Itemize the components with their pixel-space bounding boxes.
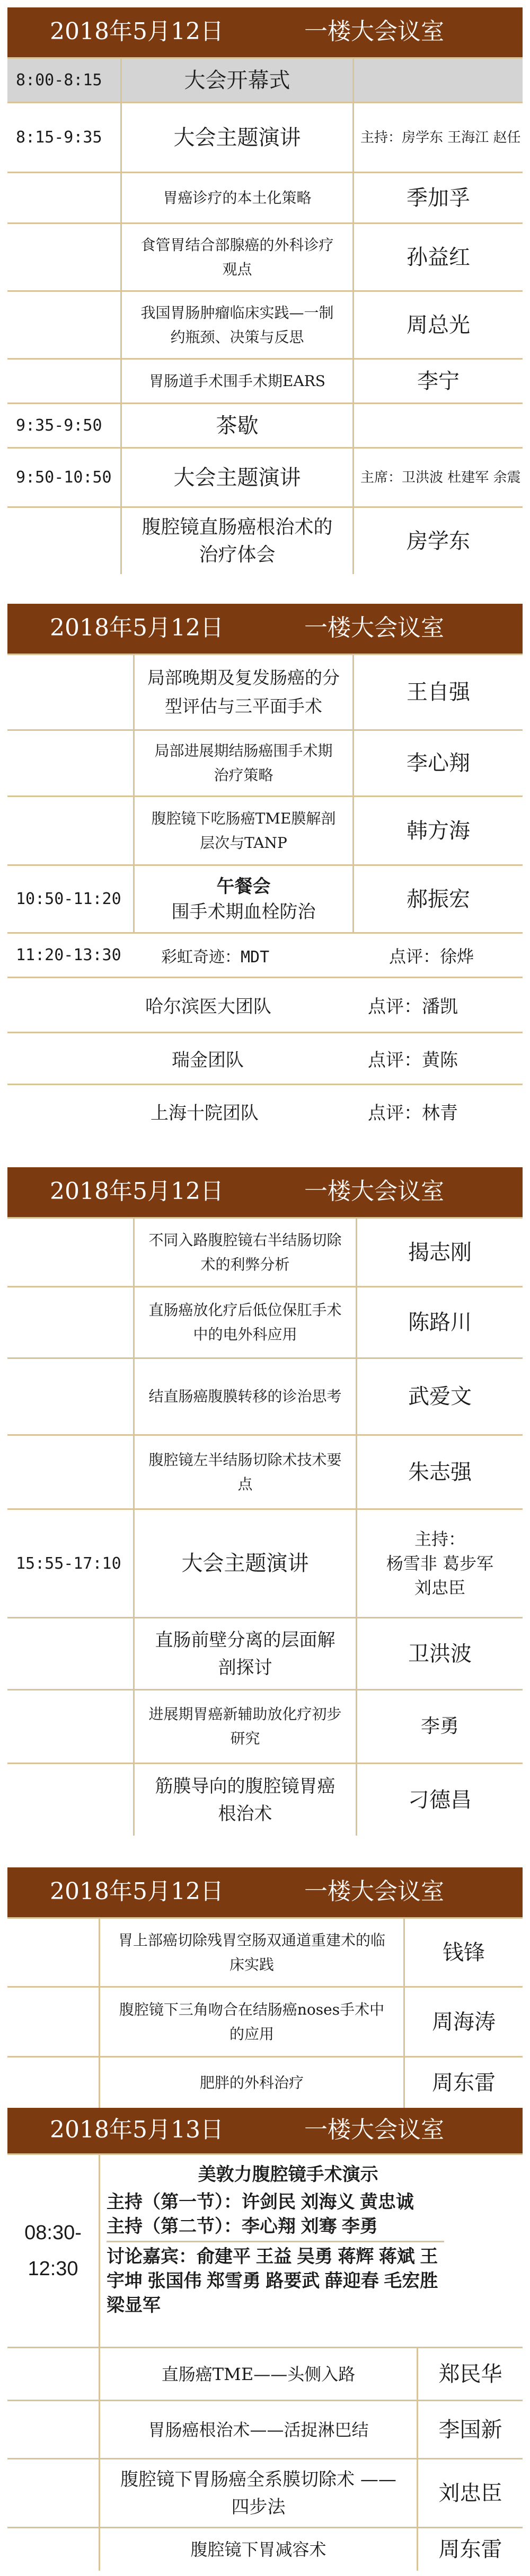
- time-cell: [7, 508, 122, 574]
- time-cell: [7, 360, 122, 402]
- time-cell: [7, 1618, 135, 1689]
- table-row: [7, 1359, 523, 1436]
- table-row: [7, 224, 523, 292]
- time-cell: 10:50-11:20: [7, 866, 135, 932]
- speaker-name: 季加孚: [407, 185, 470, 210]
- session-title: 大会主题演讲: [122, 449, 354, 506]
- host-cell: 主持：房学东 王海江 赵任: [360, 129, 521, 146]
- section-room: 一楼大会议室: [304, 614, 444, 641]
- table-row: [7, 934, 523, 978]
- table-row: [7, 449, 523, 508]
- table-row: [7, 2155, 523, 2348]
- talk-title: 局部进展期结肠癌围手术期治疗策略: [135, 731, 354, 795]
- time-start: 08:30-: [24, 2222, 82, 2244]
- speaker-name: 韩方海: [407, 818, 470, 843]
- talk-title: 筋膜导向的腹腔镜胃癌根治术: [135, 1764, 357, 1836]
- table-row: [7, 655, 523, 731]
- speaker-name: 周总光: [407, 312, 470, 337]
- time-cell: 8:00-8:15: [7, 59, 122, 102]
- schedule-section-1: [7, 7, 523, 574]
- talk-title: 我国胃肠肿瘤临床实践—一制约瓶颈、决策与反思: [122, 292, 354, 358]
- table-row: [7, 866, 523, 934]
- section-room: 一楼大会议室: [304, 18, 444, 45]
- time-cell: [7, 1359, 135, 1434]
- talk-title: 胃上部癌切除残胃空肠双通道重建术的临床实践: [100, 1919, 405, 1986]
- time-cell: [7, 2459, 100, 2527]
- time-cell: [7, 1219, 135, 1286]
- talk-title: 进展期胃癌新辅助放化疗初步研究: [135, 1690, 357, 1763]
- table-row: [7, 1085, 523, 1138]
- time-cell: 11:20-13:30: [16, 946, 121, 964]
- table-row: [7, 173, 523, 224]
- talk-title: 腹腔镜下吃肠癌TME膜解剖层次与TANP: [135, 797, 354, 864]
- table-row: [7, 797, 523, 866]
- talk-title: 不同入路腹腔镜右半结肠切除术的利弊分析: [135, 1219, 357, 1286]
- time-cell: [7, 2348, 100, 2400]
- session-title: 茶歇: [122, 404, 354, 447]
- time-cell: 8:15-9:35: [7, 103, 122, 172]
- schedule-section-2: [7, 604, 523, 1138]
- schedule-section-5: [7, 2108, 523, 2571]
- speaker-name: 李宁: [417, 369, 460, 393]
- host-label: 主持：: [414, 1529, 465, 1549]
- demo-content: [100, 2155, 438, 2318]
- table-row: [7, 731, 523, 797]
- section-header: [7, 1867, 523, 1919]
- demo-discussants-2: 宇坤 张国伟 郑雪勇 路要武 薛迎春 毛宏胜: [107, 2271, 438, 2291]
- time-cell: 15:55-17:10: [7, 1510, 135, 1617]
- speaker-name: 郝振宏: [407, 887, 470, 911]
- section-room: 一楼大会议室: [304, 2116, 444, 2143]
- demo-discussants: 讨论嘉宾：俞建平 王益 吴勇 蒋辉 蒋斌 王: [107, 2247, 438, 2267]
- time-cell: [7, 655, 135, 729]
- section-date: 2018年5月12日: [50, 18, 224, 45]
- table-row: [7, 360, 523, 404]
- time-end: 12:30: [28, 2258, 78, 2280]
- talk-title: 食管胃结合部腺癌的外科诊疗观点: [122, 224, 354, 290]
- section-header: [7, 604, 523, 655]
- table-row: [7, 978, 523, 1033]
- speaker-name: 刘忠臣: [438, 2481, 502, 2506]
- session-title: 大会开幕式: [122, 59, 354, 102]
- time-cell: [7, 2058, 100, 2108]
- schedule-section-3: [7, 1167, 523, 1836]
- schedule-section-4: [7, 1867, 523, 2108]
- speaker-name: 孙益红: [407, 245, 470, 270]
- reviewer-name: 点评：黄陈: [368, 1050, 458, 1071]
- section-header: [7, 2108, 523, 2155]
- talk-title: 胃癌诊疗的本土化策略: [122, 173, 354, 222]
- table-row: [7, 404, 523, 449]
- session-title: 大会主题演讲: [122, 103, 354, 172]
- talk-title: 直肠癌TME——头侧入路: [100, 2348, 418, 2400]
- demo-host-2: 主持（第二节）：李心翔 刘骞 李勇: [107, 2214, 444, 2242]
- demo-discussants-3: 梁显军: [107, 2295, 161, 2315]
- table-row: [7, 1988, 523, 2058]
- time-cell: [7, 1436, 135, 1508]
- speaker-name: 王自强: [407, 680, 470, 704]
- table-row: [7, 2401, 523, 2459]
- talk-title: 围手术期血栓防治: [171, 901, 316, 923]
- section-room: 一楼大会议室: [304, 1878, 444, 1905]
- section-date: 2018年5月13日: [50, 2116, 224, 2143]
- speaker-name: 钱锋: [443, 1940, 485, 1965]
- table-row: [7, 103, 523, 173]
- time-cell: [7, 797, 135, 864]
- section-date: 2018年5月12日: [50, 1178, 224, 1205]
- speaker-name: 揭志刚: [408, 1240, 472, 1265]
- lunch-cell: [135, 866, 354, 932]
- section-date: 2018年5月12日: [50, 614, 224, 641]
- speaker-name: 武爱文: [408, 1384, 472, 1409]
- time-cell: [7, 292, 122, 358]
- team-name: 上海十院团队: [151, 1103, 259, 1124]
- section-room: 一楼大会议室: [304, 1178, 444, 1205]
- mdt-title: 彩虹奇迹：MDT: [161, 947, 270, 967]
- time-cell: [7, 731, 135, 795]
- talk-title: 腹腔镜左半结肠切除术技术要点: [135, 1436, 357, 1508]
- table-row: [7, 292, 523, 360]
- speaker-name: 卫洪波: [408, 1641, 472, 1666]
- time-cell: [7, 1988, 100, 2056]
- demo-title: 美敦力腹腔镜手术演示: [198, 2164, 378, 2185]
- table-row: [7, 2459, 523, 2528]
- table-row: [7, 1618, 523, 1690]
- host-names: 杨雪非 葛步军: [386, 1553, 494, 1573]
- lunch-title: 午餐会: [216, 875, 271, 897]
- talk-title: 肥胖的外科治疗: [100, 2058, 405, 2108]
- section-header: [7, 7, 523, 59]
- table-row: [7, 1436, 523, 1510]
- speaker-name: 房学东: [407, 529, 470, 553]
- talk-title: 腹腔镜下胃肠癌全系膜切除术 ——四步法: [100, 2459, 418, 2527]
- talk-title: 腹腔镜直肠癌根治术的治疗体会: [122, 508, 354, 574]
- table-row: [7, 1219, 523, 1287]
- talk-title: 直肠前壁分离的层面解剖探讨: [135, 1618, 357, 1689]
- talk-title: 直肠癌放化疗后低位保肛手术中的电外科应用: [135, 1287, 357, 1357]
- table-row: [7, 1510, 523, 1618]
- speaker-name: 李国新: [438, 2417, 502, 2442]
- time-cell: 9:50-10:50: [7, 449, 122, 506]
- time-cell: [7, 1764, 135, 1836]
- talk-title: 胃肠道手术围手术期EARS: [122, 360, 354, 402]
- time-cell: 9:35-9:50: [7, 404, 122, 447]
- time-cell: [7, 2401, 100, 2458]
- team-name: 瑞金团队: [172, 1050, 244, 1071]
- speaker-name: 陈路川: [408, 1310, 472, 1335]
- speaker-name: 周东雷: [438, 2537, 502, 2562]
- reviewer-name: 点评：林青: [368, 1103, 458, 1124]
- host-cell: 主席：卫洪波 杜建军 余震: [360, 469, 521, 486]
- speaker-name: 郑民华: [438, 2362, 502, 2386]
- demo-host-1: 主持（第一节）：许剑民 刘海义 黄忠诚: [107, 2192, 414, 2212]
- time-cell: [7, 1287, 135, 1357]
- talk-title: 局部晚期及复发肠癌的分型评估与三平面手术: [135, 655, 354, 729]
- time-cell: [7, 2155, 100, 2347]
- section-date: 2018年5月12日: [50, 1878, 224, 1905]
- session-title: 大会主题演讲: [135, 1510, 357, 1617]
- host-cell: [357, 1510, 523, 1617]
- host-names: 刘忠臣: [414, 1578, 465, 1598]
- table-row: [7, 2348, 523, 2401]
- team-name: 哈尔滨医大团队: [145, 996, 271, 1017]
- table-row: [7, 2058, 523, 2108]
- time-cell: [7, 1919, 100, 1986]
- speaker-name: 李心翔: [407, 751, 470, 775]
- talk-title: 胃肠癌根治术——活捉淋巴结: [100, 2401, 418, 2458]
- table-row: [7, 1690, 523, 1764]
- time-cell: [7, 173, 122, 222]
- speaker-name: 周东雷: [432, 2070, 496, 2095]
- talk-title: 腹腔镜下三角吻合在结肠癌noses手术中的应用: [100, 1988, 405, 2056]
- table-row: [7, 1287, 523, 1359]
- demo-cell: [100, 2155, 523, 2347]
- table-row: [7, 1033, 523, 1085]
- reviewer-name: 点评：潘凯: [368, 996, 458, 1017]
- time-cell: [7, 1690, 135, 1763]
- time-cell: [7, 2528, 100, 2571]
- table-row: [7, 2528, 523, 2571]
- speaker-name: 刁德昌: [408, 1787, 472, 1812]
- talk-title: 腹腔镜下胃减容术: [100, 2528, 418, 2571]
- table-row: [7, 1919, 523, 1988]
- table-row: [7, 1764, 523, 1836]
- reviewer-name: 点评：徐烨: [389, 946, 474, 967]
- speaker-name: 李勇: [420, 1715, 459, 1737]
- talk-title: 结直肠癌腹膜转移的诊治思考: [135, 1359, 357, 1434]
- section-header: [7, 1167, 523, 1219]
- speaker-name: 周海涛: [432, 2009, 496, 2034]
- table-row: [7, 59, 523, 103]
- table-row: [7, 508, 523, 574]
- time-cell: [7, 224, 122, 290]
- speaker-name: 朱志强: [408, 1460, 472, 1484]
